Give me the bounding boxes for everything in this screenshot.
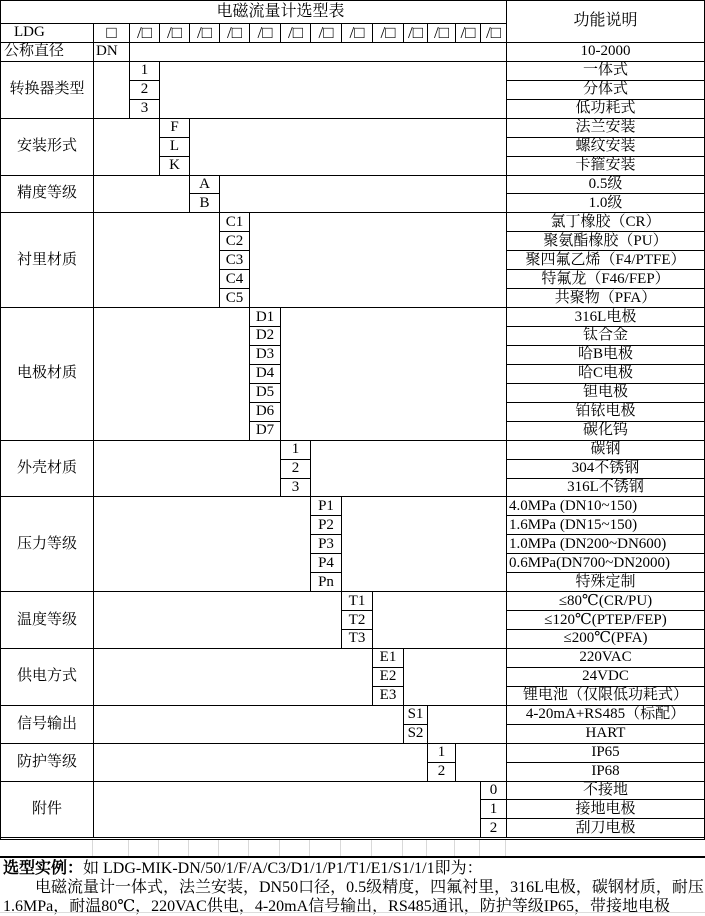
option-desc-cell: 4.0MPa (DN10~150) <box>507 497 704 516</box>
empty-cell <box>220 176 507 214</box>
gap-gridline-cell <box>129 840 159 856</box>
section-label: 外壳材质 <box>1 441 94 498</box>
option-code-cell: 0 <box>481 782 507 801</box>
option-desc-cell: 220VAC <box>507 649 704 668</box>
empty-cell <box>94 119 160 176</box>
empty-cell <box>94 592 342 649</box>
gap-gridline-cell <box>455 840 480 856</box>
option-desc-cell: 0.6MPa(DN700~DN2000) <box>507 554 704 573</box>
option-code-cell: T2 <box>342 611 373 630</box>
option-code-cell: D5 <box>250 384 281 403</box>
option-code-cell: 3 <box>281 479 311 498</box>
option-desc-cell: 哈B电极 <box>507 346 704 365</box>
function-column-header: 功能说明 <box>507 1 704 43</box>
gap-gridline-cell <box>93 840 129 856</box>
empty-cell <box>94 649 373 706</box>
empty-cell <box>130 43 507 62</box>
model-slot-box-cell: /□ <box>456 24 481 43</box>
option-desc-cell: IP68 <box>507 763 704 782</box>
option-desc-cell: 特氟龙（F46/FEP） <box>507 270 704 289</box>
empty-cell <box>250 213 507 308</box>
gap-gridline-cell <box>427 840 455 856</box>
section-label: 供电方式 <box>1 649 94 706</box>
option-desc-cell: 锂电池（仅限低功耗式） <box>507 687 704 706</box>
option-code-cell: D7 <box>250 422 281 441</box>
option-desc-cell: 24VDC <box>507 668 704 687</box>
option-code-cell: T3 <box>342 630 373 649</box>
section-label: 衬里材质 <box>1 213 94 308</box>
option-code-cell: P2 <box>311 516 342 535</box>
option-desc-cell: 螺纹安装 <box>507 138 704 157</box>
option-code-cell: 2 <box>281 460 311 479</box>
option-desc-cell: 低功耗式 <box>507 100 704 119</box>
selection-example-block <box>0 856 705 916</box>
option-desc-cell: 一体式 <box>507 62 704 81</box>
option-desc-cell: 钛合金 <box>507 327 704 346</box>
empty-cell <box>160 62 507 119</box>
option-code-cell: L <box>160 138 190 157</box>
option-code-cell: E2 <box>373 668 404 687</box>
empty-cell <box>94 744 428 782</box>
gap-gridline-cell <box>372 840 403 856</box>
option-desc-cell: 卡箍安装 <box>507 157 704 176</box>
model-slot-box-cell: /□ <box>190 24 220 43</box>
option-code-cell: C4 <box>220 270 250 289</box>
diameter-code-cell: DN <box>94 43 130 62</box>
option-desc-cell: ≤80℃(CR/PU) <box>507 592 704 611</box>
option-desc-cell: 钽电极 <box>507 384 704 403</box>
model-slot-box-cell: /□ <box>342 24 373 43</box>
model-slot-box-cell: /□ <box>481 24 507 43</box>
empty-cell <box>373 592 507 649</box>
section-label: 信号输出 <box>1 706 94 744</box>
gap-gridline-cell <box>480 840 506 856</box>
option-desc-cell: 分体式 <box>507 81 704 100</box>
model-slot-box-cell: /□ <box>130 24 160 43</box>
gap-gridline-cell <box>159 840 189 856</box>
option-code-cell: 2 <box>130 81 160 100</box>
option-desc-cell: 304不锈钢 <box>507 460 704 479</box>
empty-cell <box>281 308 507 441</box>
option-desc-cell: 共聚物（PFA） <box>507 289 704 308</box>
model-slot-box-cell: /□ <box>404 24 428 43</box>
empty-cell <box>94 176 190 214</box>
option-desc-cell: 不接地 <box>507 782 704 801</box>
option-code-cell: P1 <box>311 497 342 516</box>
option-desc-cell: 聚氨酯橡胶（PU） <box>507 232 704 251</box>
example-code-text: 如 LDG-MIK-DN/50/1/F/A/C3/D1/1/P1/T1/E1/S1/1/1即为： <box>83 860 483 877</box>
option-desc-cell: IP65 <box>507 744 704 763</box>
model-slot-box-cell: /□ <box>311 24 342 43</box>
example-desc-line-2: 1.6MPa，耐温80℃，220VAC供电，4-20mA信号输出，RS485通讯，防护等级IP65，带接地电极 <box>3 898 670 915</box>
option-desc-cell: 4-20mA+RS485（标配） <box>507 706 704 725</box>
option-desc-cell: 碳化钨 <box>507 422 704 441</box>
option-code-cell: C3 <box>220 251 250 270</box>
option-code-cell: A <box>190 176 220 195</box>
option-desc-cell: 刮刀电极 <box>507 819 704 838</box>
option-code-cell: C1 <box>220 213 250 232</box>
section-label: 温度等级 <box>1 592 94 649</box>
empty-cell <box>94 497 311 592</box>
example-label: 选型实例： <box>3 860 84 877</box>
option-code-cell: F <box>160 119 190 138</box>
sheet-gridline-strip <box>0 840 705 856</box>
model-slot-box-cell: /□ <box>428 24 456 43</box>
empty-cell <box>94 308 250 441</box>
gap-gridline-cell <box>249 840 280 856</box>
option-code-cell: P3 <box>311 535 342 554</box>
option-code-cell: 2 <box>428 763 456 782</box>
model-series-label: LDG <box>1 24 94 43</box>
option-desc-cell: 法兰安装 <box>507 119 704 138</box>
section-label: 压力等级 <box>1 497 94 592</box>
option-desc-cell: HART <box>507 725 704 744</box>
model-slot-box-cell: /□ <box>250 24 281 43</box>
option-code-cell: D6 <box>250 403 281 422</box>
model-slot-box-cell: /□ <box>281 24 311 43</box>
option-desc-cell: 0.5级 <box>507 176 704 195</box>
option-code-cell: D4 <box>250 365 281 384</box>
option-code-cell: S2 <box>404 725 428 744</box>
option-desc-cell: 1.0级 <box>507 194 704 213</box>
empty-cell <box>94 213 220 308</box>
model-slot-box-cell: /□ <box>373 24 404 43</box>
option-code-cell: D2 <box>250 327 281 346</box>
example-code-line <box>3 859 702 878</box>
empty-cell <box>94 62 130 119</box>
diameter-desc-cell: 10-2000 <box>507 43 704 62</box>
option-code-cell: C2 <box>220 232 250 251</box>
option-code-cell: 1 <box>281 441 311 460</box>
option-code-cell: P4 <box>311 554 342 573</box>
gap-gridline-cell <box>341 840 372 856</box>
model-prefix-box-cell: □ <box>94 24 130 43</box>
diameter-label: 公称直径 <box>1 43 94 62</box>
empty-cell <box>456 744 507 782</box>
option-code-cell: K <box>160 157 190 176</box>
option-code-cell: D3 <box>250 346 281 365</box>
section-label: 防护等级 <box>1 744 94 782</box>
option-code-cell: T1 <box>342 592 373 611</box>
example-desc-line-1: 电磁流量计一体式，法兰安装，DN50口径，0.5级精度，四氟衬里，316L电极，碳钢材质，耐压 <box>35 879 704 896</box>
section-label: 附件 <box>1 782 94 839</box>
empty-cell <box>342 497 507 592</box>
option-desc-cell: ≤120℃(PTEP/FEP) <box>507 611 704 630</box>
option-desc-cell: 1.0MPa (DN200~DN600) <box>507 535 704 554</box>
section-label: 转换器类型 <box>1 62 94 119</box>
option-desc-cell: 铂铱电极 <box>507 403 704 422</box>
option-desc-cell: ≤200℃(PFA) <box>507 630 704 649</box>
model-slot-box-cell: /□ <box>160 24 190 43</box>
gap-gridline-cell <box>280 840 310 856</box>
empty-cell <box>190 119 507 176</box>
option-code-cell: 2 <box>481 819 507 838</box>
option-code-cell: C5 <box>220 289 250 308</box>
option-desc-cell: 316L不锈钢 <box>507 479 704 498</box>
option-desc-cell: 1.6MPa (DN15~150) <box>507 516 704 535</box>
model-slot-box-cell: /□ <box>220 24 250 43</box>
option-code-cell: S1 <box>404 706 428 725</box>
option-code-cell: 1 <box>481 800 507 819</box>
table-title: 电磁流量计选型表 <box>1 1 507 24</box>
section-label: 安装形式 <box>1 119 94 176</box>
section-label: 精度等级 <box>1 176 94 214</box>
gap-gridline-cell <box>219 840 249 856</box>
gap-gridline-cell <box>310 840 341 856</box>
option-desc-cell: 哈C电极 <box>507 365 704 384</box>
option-desc-cell: 聚四氟乙烯（F4/PTFE） <box>507 251 704 270</box>
gap-gridline-cell <box>189 840 219 856</box>
section-label: 电极材质 <box>1 308 94 441</box>
option-code-cell: Pn <box>311 573 342 592</box>
gap-gridline-cell <box>0 840 93 856</box>
option-code-cell: 1 <box>428 744 456 763</box>
option-desc-cell: 特殊定制 <box>507 573 704 592</box>
option-code-cell: E1 <box>373 649 404 668</box>
empty-cell <box>94 706 404 744</box>
option-code-cell: B <box>190 194 220 213</box>
option-code-cell: 3 <box>130 100 160 119</box>
option-desc-cell: 接地电极 <box>507 800 704 819</box>
empty-cell <box>311 441 507 498</box>
option-code-cell: E3 <box>373 687 404 706</box>
empty-cell <box>94 782 481 839</box>
empty-cell <box>428 706 507 744</box>
empty-cell <box>94 441 281 498</box>
option-code-cell: D1 <box>250 308 281 327</box>
option-desc-cell: 碳钢 <box>507 441 704 460</box>
empty-cell <box>404 649 507 706</box>
option-code-cell: 1 <box>130 62 160 81</box>
option-desc-cell: 316L电极 <box>507 308 704 327</box>
gap-gridline-cell <box>403 840 427 856</box>
option-desc-cell: 氯丁橡胶（CR） <box>507 213 704 232</box>
